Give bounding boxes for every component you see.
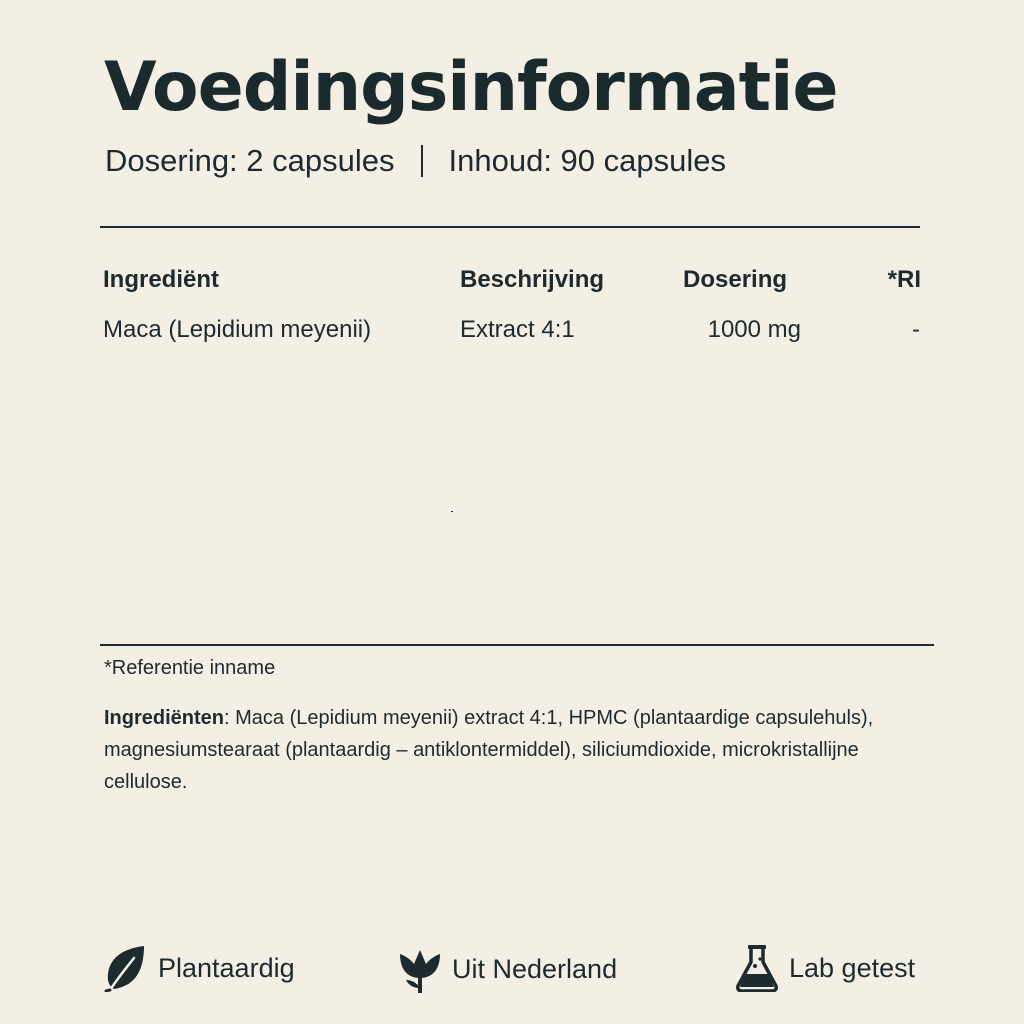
cell-ri: - [912,316,920,343]
header-ri: *RI [887,266,921,293]
stray-dot [451,511,453,512]
badge-plantaardig [104,944,295,992]
badge-label: Uit Nederland [452,953,618,984]
flask-icon [735,944,779,992]
header-ingredient: Ingrediënt [103,266,220,293]
header-description: Beschrijving [460,266,605,293]
footnote: *Referentie inname [104,657,276,679]
badge-lab-getest [735,944,915,992]
badge-label: Plantaardig [158,952,295,983]
cell-ingredient: Maca (Lepidium meyenii) [103,316,372,343]
leaf-icon [104,944,148,992]
separator [421,145,423,177]
subtitle [105,143,726,179]
ingredients-label: Ingrediënten [104,707,225,729]
page-title: Voedingsinformatie [104,48,838,127]
ingredients-text: : Maca (Lepidium meyenii) extract 4:1, HPMC (plantaardige capsulehuls), magnesiumstearaat (plantaardig – antiklontermiddel), siliciumdioxide, microkristallijne cellulose. [104,707,874,793]
top-divider [100,226,920,228]
header-dosage: Dosering [683,266,788,293]
bottom-divider [100,644,934,646]
badge-nederland [398,944,617,994]
cell-description: Extract 4:1 [460,316,575,343]
content-info: Inhoud: 90 capsules [448,143,726,178]
ingredients-list [104,702,904,798]
badge-label: Lab getest [789,952,916,983]
tulip-icon [398,944,442,994]
cell-dosage: 1000 mg [707,316,801,343]
dosage-info: Dosering: 2 capsules [105,143,395,178]
